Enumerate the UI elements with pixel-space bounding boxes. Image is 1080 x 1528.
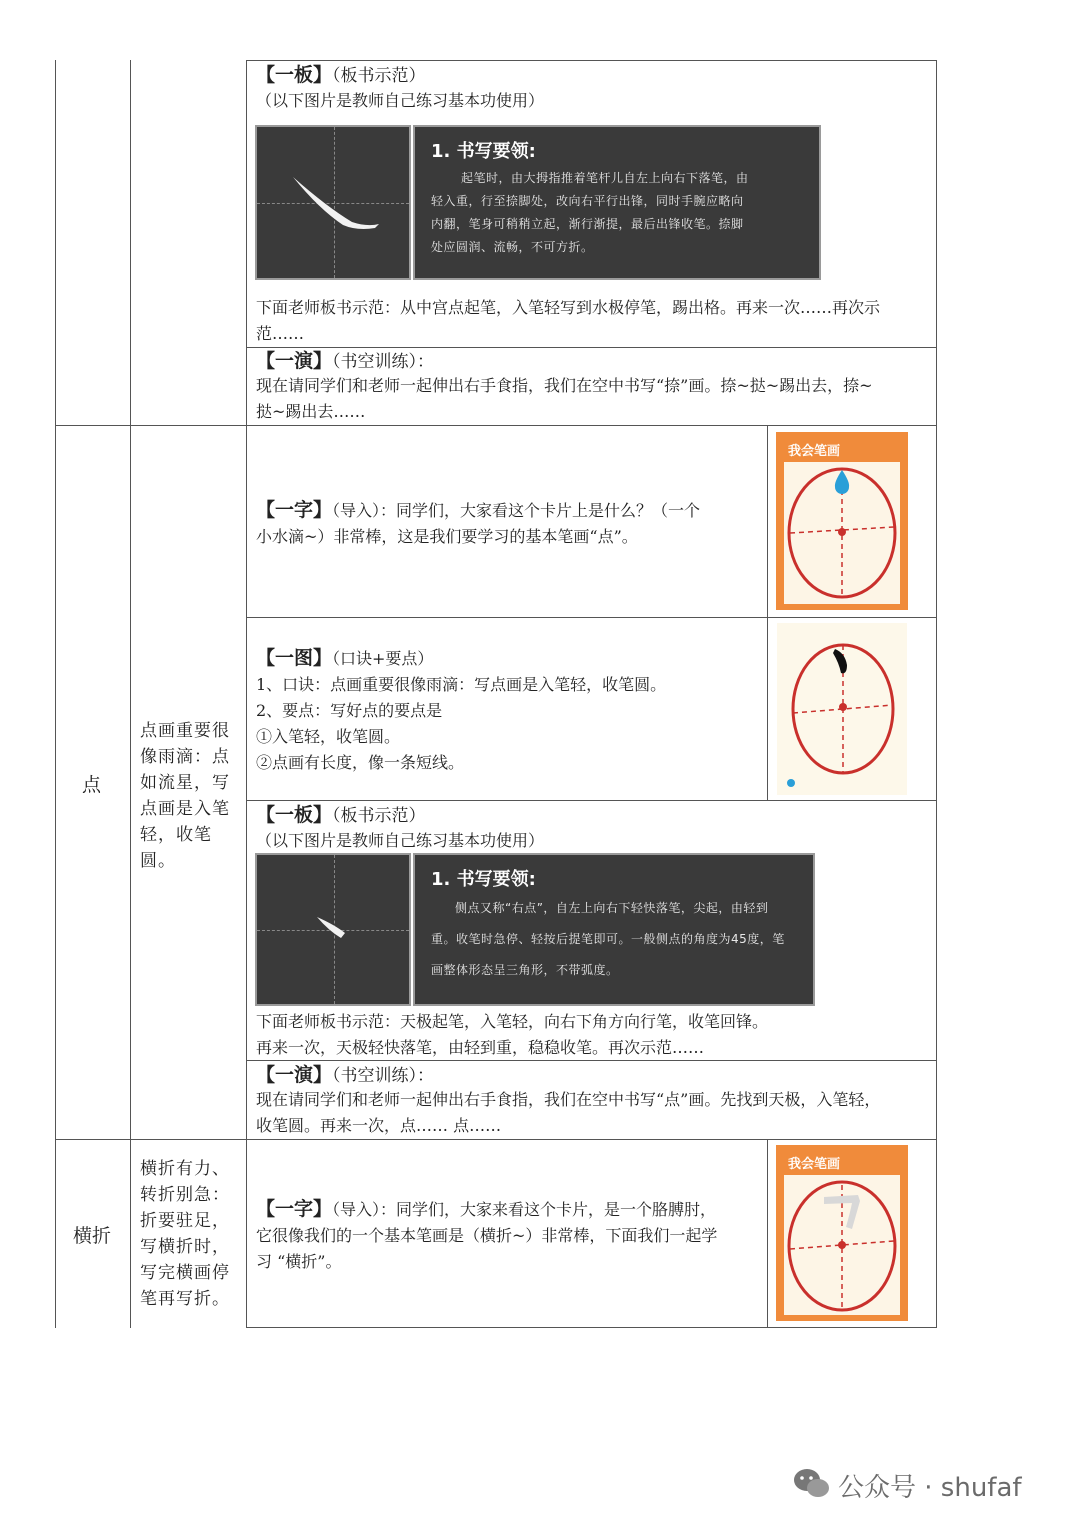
yan-text: 现在请同学们和老师一起伸出右手食指，我们在空中书写“捺”画。捺~挞~踢出去，捺~ 挞~踢出去…… <box>256 376 873 421</box>
zi-header: 【一字】 <box>256 499 333 521</box>
yan-header: 【一演】（书空训练）： <box>256 350 435 372</box>
demo-text: 下面老师板书示范：从中宫点起笔，入笔轻写到水极停笔，踢出格。再来一次……再次示 范…… <box>256 298 881 343</box>
water-drop-icon <box>835 470 849 494</box>
ban-note: （以下图片是教师自己练习基本功使用） <box>256 91 545 110</box>
dian-stroke-icon <box>257 855 409 1004</box>
stroke-name: 点 <box>82 774 102 796</box>
stroke-card-dian-trace <box>777 623 907 795</box>
stroke-name: 横折 <box>73 1225 112 1247</box>
pie-stroke-icon <box>257 127 409 278</box>
panel-title: 1. 书写要领: <box>431 869 536 890</box>
stroke-card-dian: 我会笔画 <box>776 432 908 610</box>
ban-header: 【一板】（板书示范） <box>256 64 426 86</box>
ban-note: （以下图片是教师自己练习基本功使用） <box>256 831 545 850</box>
wechat-icon <box>792 1466 832 1502</box>
panel-text: 侧点又称“右点”，自左上向右下轻快落笔，尖起，由轻到 重。收笔时急停、轻按后提笔即可。一般侧点的角度为45度，笔 画整体形态呈三角形，不带弧度。 <box>431 901 785 977</box>
panel-title: 1. 书写要领: <box>431 141 536 162</box>
yan-text: 现在请同学们和老师一起伸出右手食指，我们在空中书写“点”画。先找到天极，入笔轻， 收笔圆。再来一次，点…… 点…… <box>256 1090 881 1135</box>
zi-text: 【一字】（导入）：同学们，大家来看这个卡片，是一个胳膊肘， 它很像我们的一个基本笔画是（横折~）非常棒，下面我们一起学 习 “横折”。 <box>256 1198 718 1271</box>
dot-stroke-icon <box>833 649 847 673</box>
tu-header: 【一图】 <box>256 647 333 669</box>
stroke-note: 横折有力、 转折别急： 折要驻足， 写横折时， 写完横画停 笔再写折。 <box>140 1159 230 1309</box>
zi-header: 【一字】 <box>256 1198 333 1220</box>
stroke-note: 点画重要很 像雨滴：点 如流星，写 点画是入笔 轻，收笔圆。 <box>140 721 230 871</box>
yan-header: 【一演】（书空训练）： <box>256 1064 435 1086</box>
ban-header: 【一板】（板书示范） <box>256 804 426 826</box>
panel-text: 起笔时，由大拇指推着笔杆儿自左上向右下落笔，由 轻入重，行至捺脚处，改向右平行出锋，同时手腕应略向 内翻，笔身可稍稍立起，渐行渐提，最后出锋收笔。捺脚 处应圆润、流畅，不可方折。 <box>431 171 749 254</box>
zi-text: 【一字】（导入）：同学们，大家看这个卡片上是什么？（一个 小水滴~）非常棒，这是我们要学习的基本笔画“点”。 <box>256 499 701 546</box>
demo-text: 下面老师板书示范：天极起笔，入笔轻，向右下角方向行笔，收笔回锋。 再来一次，天极轻快落笔，由轻到重，稳稳收笔。再次示范…… <box>256 1012 769 1057</box>
tu-text: 【一图】（口诀+要点） 1、口诀：点画重要很像雨滴：写点画是入笔轻，收笔圆。 2、要点：写好点的要点是 ①入笔轻，收笔圆。 ②点画有长度，像一条短线。 <box>256 647 667 772</box>
stroke-card-hengzhe: 我会笔画 <box>776 1145 908 1321</box>
